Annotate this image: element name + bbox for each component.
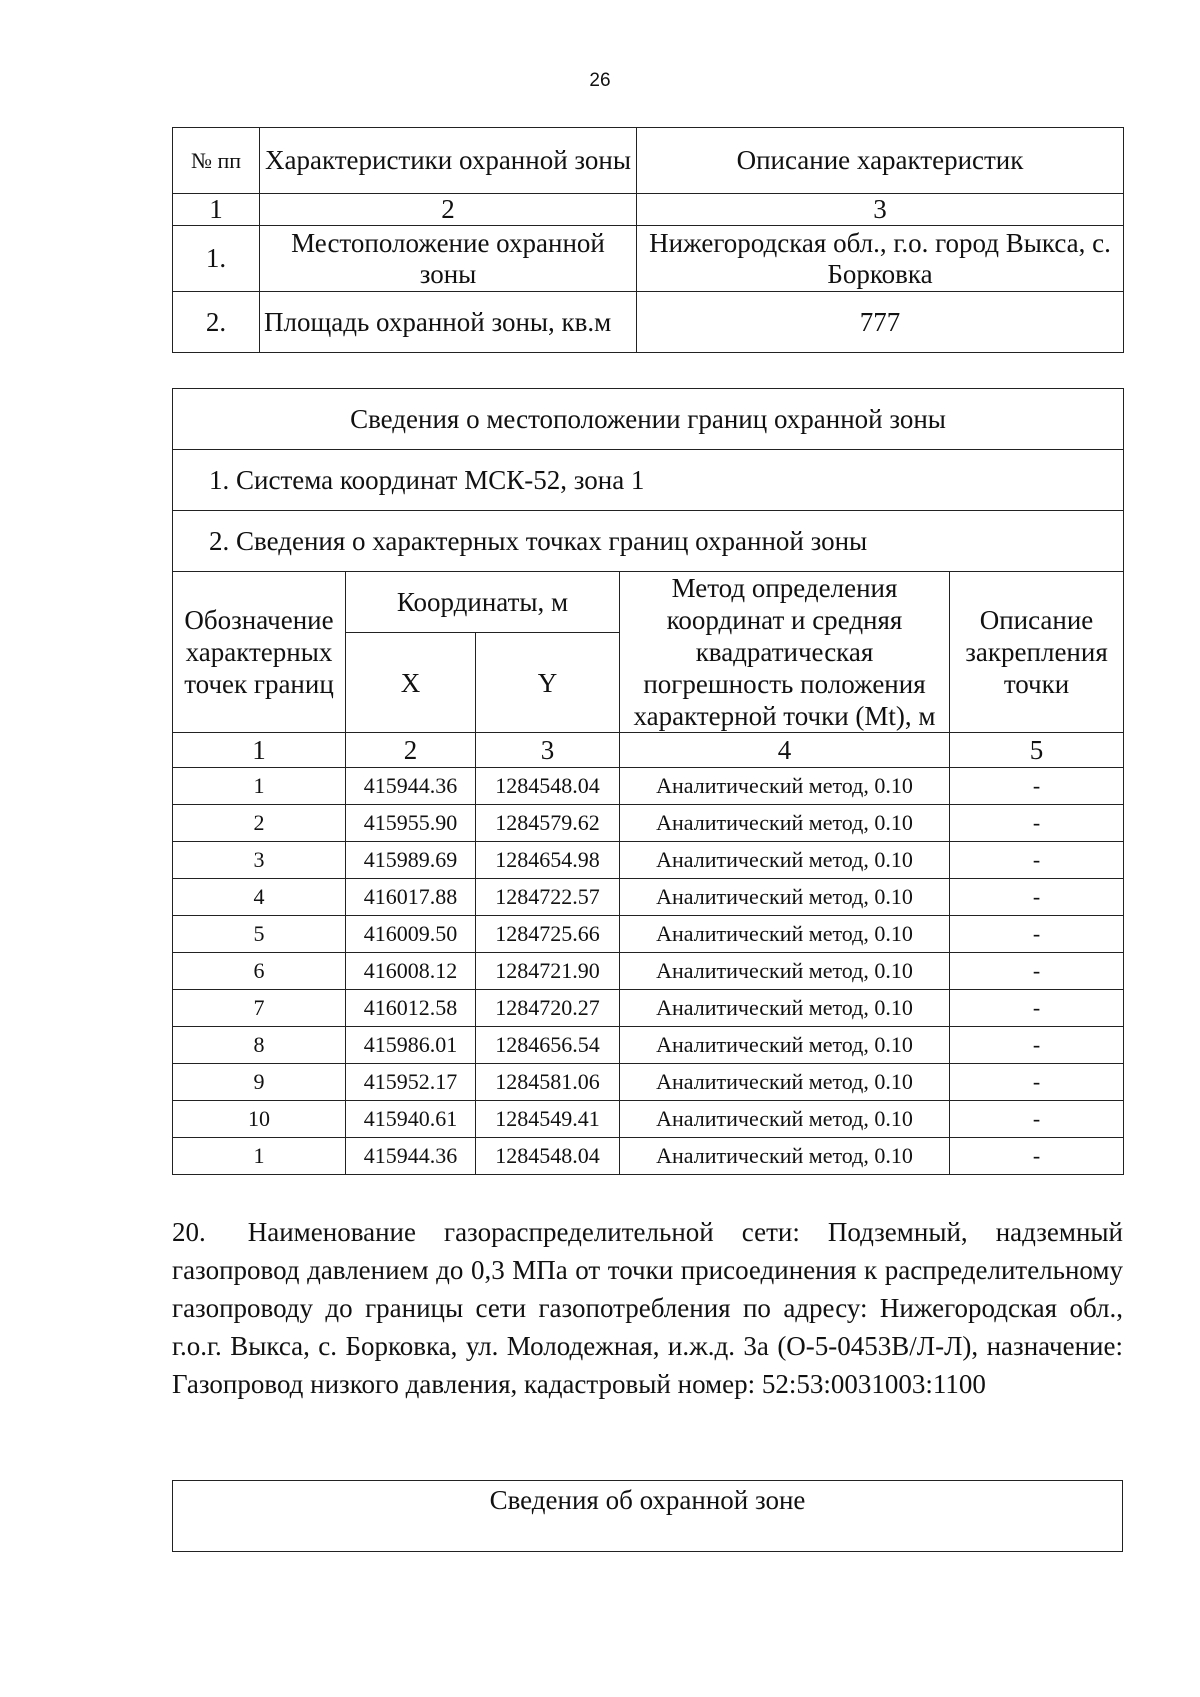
col-coords-header: Координаты, м (346, 572, 620, 633)
fixing-desc: - (950, 953, 1124, 990)
fixing-desc: - (950, 842, 1124, 879)
point-number: 3 (173, 842, 346, 879)
coord-y: 1284656.54 (476, 1027, 620, 1064)
row-number: 1. (173, 226, 260, 292)
fixing-desc: - (950, 1138, 1124, 1175)
numbering-cell: 2 (346, 733, 476, 768)
col-y-header: Y (476, 633, 620, 733)
zone-info-table (172, 1480, 1123, 1552)
item-paragraph (172, 1213, 1123, 1403)
point-number: 5 (173, 916, 346, 953)
point-number: 8 (173, 1027, 346, 1064)
section-title-row (173, 1481, 1123, 1552)
section-title: Сведения об охранной зоне (173, 1481, 1123, 1552)
header-cell: Описание характеристик (637, 128, 1124, 194)
fixing-desc: - (950, 1101, 1124, 1138)
table-row (173, 842, 1124, 879)
numbering-cell: 1 (173, 733, 346, 768)
numbering-cell: 3 (476, 733, 620, 768)
boundary-points-table (172, 388, 1124, 1175)
method: Аналитический метод, 0.10 (620, 1101, 950, 1138)
point-number: 1 (173, 768, 346, 805)
fixing-desc: - (950, 879, 1124, 916)
col-method-header: Метод определения координат и средняя квадратическая погрешность положения характерной точки (Mt), м (620, 572, 950, 733)
coord-y: 1284722.57 (476, 879, 620, 916)
table-row (173, 1064, 1124, 1101)
characteristic-name: Площадь охранной зоны, кв.м (260, 292, 637, 353)
coord-y: 1284548.04 (476, 1138, 620, 1175)
col-point-header: Обозначение характерных точек границ (173, 572, 346, 733)
characteristic-value: 777 (637, 292, 1124, 353)
method: Аналитический метод, 0.10 (620, 805, 950, 842)
table-row (173, 916, 1124, 953)
points-title-row (173, 511, 1124, 572)
point-number: 10 (173, 1101, 346, 1138)
characteristic-name: Местоположение охранной зоны (260, 226, 637, 292)
coord-y: 1284549.41 (476, 1101, 620, 1138)
point-number: 4 (173, 879, 346, 916)
numbering-cell: 2 (260, 194, 637, 226)
point-number: 7 (173, 990, 346, 1027)
method: Аналитический метод, 0.10 (620, 916, 950, 953)
point-number: 9 (173, 1064, 346, 1101)
point-number: 6 (173, 953, 346, 990)
point-number: 1 (173, 1138, 346, 1175)
numbering-cell: 5 (950, 733, 1124, 768)
points-title: 2. Сведения о характерных точках границ охранной зоны (173, 511, 1124, 572)
method: Аналитический метод, 0.10 (620, 1138, 950, 1175)
zone-characteristics-table (172, 127, 1124, 353)
point-number: 2 (173, 805, 346, 842)
coord-x: 415940.61 (346, 1101, 476, 1138)
numbering-cell: 4 (620, 733, 950, 768)
numbering-cell: 1 (173, 194, 260, 226)
table-row (173, 1138, 1124, 1175)
table-row (173, 879, 1124, 916)
fixing-desc: - (950, 1064, 1124, 1101)
points-body (173, 768, 1124, 1175)
numbering-cell: 3 (637, 194, 1124, 226)
fixing-desc: - (950, 916, 1124, 953)
coord-x: 416008.12 (346, 953, 476, 990)
col-desc-header: Описание закрепления точки (950, 572, 1124, 733)
coord-y: 1284548.04 (476, 768, 620, 805)
fixing-desc: - (950, 805, 1124, 842)
header-cell: Характеристики охранной зоны (260, 128, 637, 194)
coord-y: 1284579.62 (476, 805, 620, 842)
method: Аналитический метод, 0.10 (620, 879, 950, 916)
coord-x: 415944.36 (346, 768, 476, 805)
coord-x: 415986.01 (346, 1027, 476, 1064)
method: Аналитический метод, 0.10 (620, 953, 950, 990)
col-x-header: X (346, 633, 476, 733)
coord-x: 415955.90 (346, 805, 476, 842)
page-number: 26 (589, 70, 611, 91)
method: Аналитический метод, 0.10 (620, 1027, 950, 1064)
coord-y: 1284720.27 (476, 990, 620, 1027)
method: Аналитический метод, 0.10 (620, 768, 950, 805)
table-row (173, 1101, 1124, 1138)
table-header-row (173, 128, 1124, 194)
column-numbering-row (173, 194, 1124, 226)
column-header-row (173, 572, 1124, 633)
table-row (173, 953, 1124, 990)
coord-system: 1. Система координат МСК-52, зона 1 (173, 450, 1124, 511)
table-row (173, 768, 1124, 805)
paragraph-text: Наименование газораспределительной сети: Подземный, надземный газопровод давлением до 0,3 МПа от точки присоединения к распределительному газопроводу до границы сети газопотребления по адресу: Нижегородская обл., г.о.г. Выкса, с. Борковка, ул. Молодежная, и.ж.д. 3а (О-5-0453В/Л-Л), назначение: Газопровод низкого давления, кадастровый номер: 52:53:0031003:1100 (172, 1217, 1123, 1399)
table-row (173, 292, 1124, 353)
coord-y: 1284654.98 (476, 842, 620, 879)
paragraph-number: 20. (172, 1217, 206, 1247)
table-row (173, 226, 1124, 292)
table-row (173, 990, 1124, 1027)
coord-system-row (173, 450, 1124, 511)
table-row (173, 805, 1124, 842)
method: Аналитический метод, 0.10 (620, 842, 950, 879)
column-numbering-row (173, 733, 1124, 768)
table-row (173, 1027, 1124, 1064)
fixing-desc: - (950, 768, 1124, 805)
section-title: Сведения о местоположении границ охранной зоны (173, 389, 1124, 450)
fixing-desc: - (950, 990, 1124, 1027)
coord-x: 415952.17 (346, 1064, 476, 1101)
coord-x: 416012.58 (346, 990, 476, 1027)
coord-x: 416017.88 (346, 879, 476, 916)
coord-x: 416009.50 (346, 916, 476, 953)
coord-x: 415989.69 (346, 842, 476, 879)
coord-x: 415944.36 (346, 1138, 476, 1175)
header-cell: № пп (173, 128, 260, 194)
fixing-desc: - (950, 1027, 1124, 1064)
row-number: 2. (173, 292, 260, 353)
method: Аналитический метод, 0.10 (620, 1064, 950, 1101)
coord-y: 1284581.06 (476, 1064, 620, 1101)
method: Аналитический метод, 0.10 (620, 990, 950, 1027)
characteristic-value: Нижегородская обл., г.о. город Выкса, с. Борковка (637, 226, 1124, 292)
coord-y: 1284721.90 (476, 953, 620, 990)
coord-y: 1284725.66 (476, 916, 620, 953)
section-title-row (173, 389, 1124, 450)
